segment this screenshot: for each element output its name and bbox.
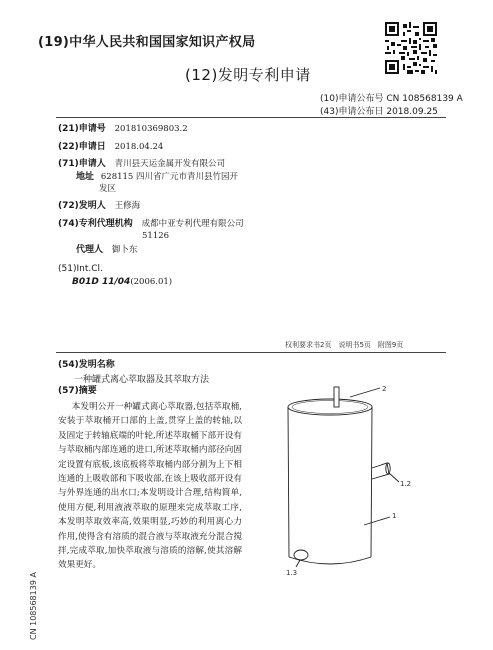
office-heading: (19)中华人民共和国国家知识产权局 [38, 35, 256, 50]
publication-date [320, 104, 438, 117]
publication-number [320, 91, 463, 104]
application-date-label: (22)申请日 [58, 142, 106, 152]
inventor-row [58, 201, 140, 212]
agent-value: 御卜东 [111, 245, 138, 255]
invention-title: 一种罐式离心萃取器及其萃取方法 [74, 375, 210, 385]
publication-date-label: (43)申请公布日 [320, 107, 384, 117]
abstract-divider [56, 352, 446, 353]
figure-label-body: 1 [392, 512, 397, 520]
page-count-info: 权利要求书2页 说明书5页 附图9页 [285, 341, 404, 349]
agency-line-1: 成都中亚专利代理有限公司 [141, 219, 244, 229]
invention-title-label: (54)发明名称 [58, 360, 115, 370]
publication-date-value: 2018.09.25 [386, 107, 438, 117]
intcl-year: (2006.01) [130, 277, 173, 287]
applicant-label: (71)申请人 [58, 159, 106, 169]
address-row [76, 172, 238, 183]
header-divider [56, 117, 446, 118]
figure-label-outlet: 1.2 [400, 480, 412, 488]
publication-number-value: CN 108568139 A [386, 94, 463, 104]
inventor-value: 王修海 [114, 201, 141, 211]
address-line-1: 628115 四川省广元市青川县竹园开 [100, 172, 239, 182]
intcl-code: B01D 11/04 [72, 277, 131, 287]
publication-number-label: (10)申请公布号 [320, 94, 384, 104]
inventor-label: (72)发明人 [58, 201, 106, 211]
qr-code [385, 22, 437, 74]
application-date-row [58, 142, 163, 153]
agency-line-2: 51126 [142, 231, 170, 241]
application-number-row [58, 124, 188, 135]
abstract-text: 本发明公开一种罐式离心萃取器,包括萃取桶,安装于萃取桶开口部的上盖,贯穿上盖的转轴,以及固定于转轴底端的叶轮,所述萃取桶下部开设有与萃取桶内部连通的进口,所述萃取桶内部径向固定设置有底板,该底板将萃取桶内部分割为上下相连通的上吸收部和下吸收部,在该上吸收部开设有与外界连通的出水口;本发明设计合理,结构简单,使用方便,利用液液萃取的原理来完成萃取工序,本发明萃取效率高,效果明显,巧妙的利用离心力作用,使得含有溶质的混合液与萃取液充分混合搅拌,完成萃取,加快萃取液与溶质的溶解,使其溶解效果更好。 [58, 402, 242, 571]
agency-row [58, 219, 244, 230]
intcl-row [72, 277, 172, 288]
applicant-value: 青川县天运金属开发有限公司 [114, 159, 226, 169]
applicant-row [58, 159, 225, 170]
figure-label-inlet: 1.3 [286, 569, 298, 577]
agent-row [76, 245, 137, 256]
application-date-value: 2018.04.24 [114, 142, 164, 152]
address-line-2: 发区 [99, 184, 117, 194]
application-number-label: (21)申请号 [58, 124, 106, 134]
address-label: 地址 [76, 172, 95, 182]
agency-label: (74)专利代理机构 [58, 219, 133, 229]
agent-label: 代理人 [76, 245, 104, 255]
abstract-label: (57)摘要 [58, 386, 97, 396]
intcl-label: (51)Int.Cl. [58, 264, 103, 274]
side-publication-number: CN 108568139 A [29, 572, 38, 640]
extractor-figure [258, 385, 418, 580]
application-number-value: 201810369803.2 [114, 124, 188, 134]
figure-label-lid: 2 [382, 385, 387, 393]
document-type-title: (12)发明专利申请 [185, 66, 311, 84]
